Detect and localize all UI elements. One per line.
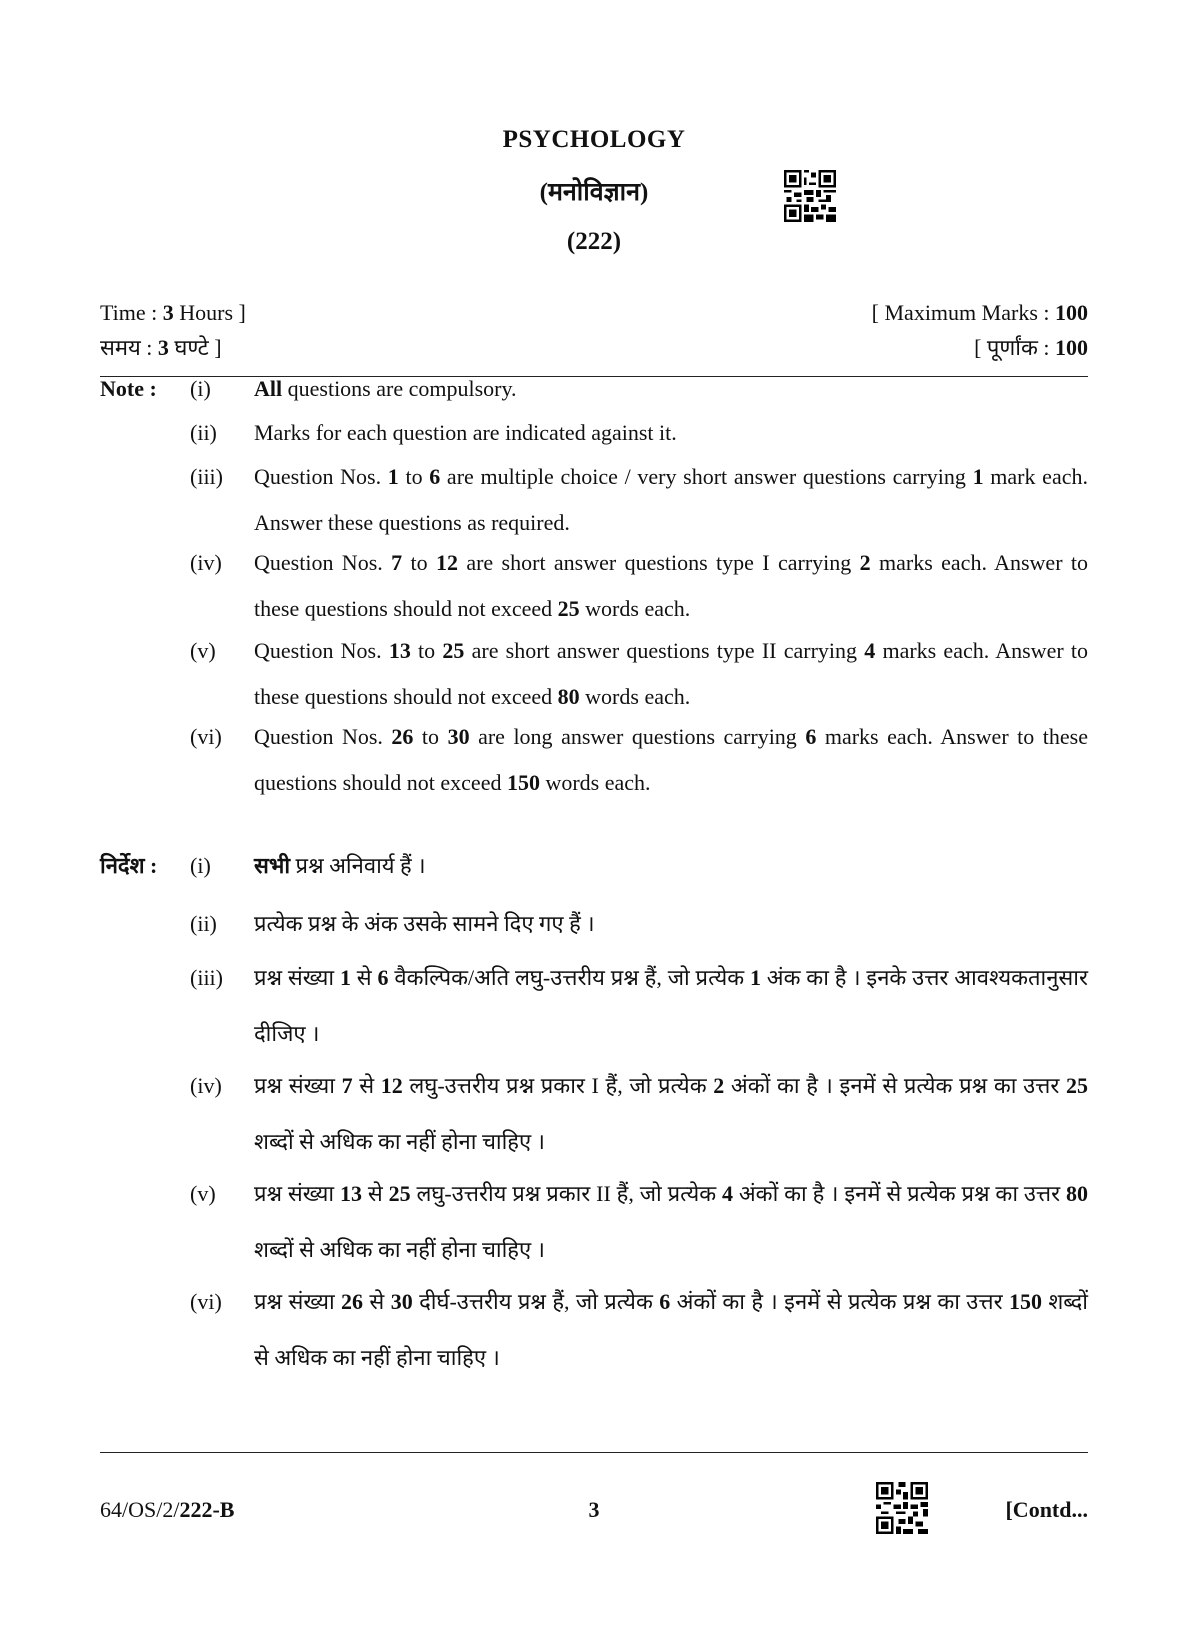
note-number: (i) bbox=[190, 376, 211, 401]
footer-divider bbox=[100, 1452, 1088, 1453]
note-item bbox=[100, 714, 1088, 806]
note-number: (iv) bbox=[190, 1073, 222, 1098]
note-number: (v) bbox=[190, 1181, 216, 1206]
footer-qr-code-icon bbox=[876, 1482, 928, 1534]
note-text: Question Nos. 1 to 6 are multiple choice / very short answer questions carrying 1 mark each. Answer these questions as required. bbox=[254, 464, 1088, 535]
time-label-hindi: समय : 3 घण्टे ] bbox=[100, 335, 222, 360]
note-text: All questions are compulsory. bbox=[254, 376, 517, 401]
note-number: (iv) bbox=[190, 550, 222, 575]
note-item bbox=[100, 366, 1088, 412]
note-item bbox=[100, 1166, 1088, 1278]
subject-code: (222) bbox=[566, 228, 622, 255]
time-label: Time : 3 Hours ] bbox=[100, 300, 246, 325]
max-marks-label-hindi: [ पूर्णांक : 100 bbox=[974, 335, 1088, 360]
note-text: सभी प्रश्न अनिवार्य हैं । bbox=[254, 853, 426, 878]
note-label: Note : bbox=[100, 376, 157, 401]
note-item bbox=[100, 1274, 1088, 1386]
note-item bbox=[100, 410, 1088, 456]
note-number: (ii) bbox=[190, 911, 217, 936]
note-text: Marks for each question are indicated against it. bbox=[254, 420, 677, 445]
note-text: प्रश्न संख्या 26 से 30 दीर्घ-उत्तरीय प्रश्न हैं, जो प्रत्येक 6 अंकों का है । इनमें से प्रत्येक प्रश्न का उत्तर 150 शब्दों से अधिक का नहीं होना चाहिए । bbox=[254, 1289, 1088, 1370]
subject-title: PSYCHOLOGY bbox=[502, 126, 686, 153]
note-item bbox=[100, 540, 1088, 632]
note-item bbox=[100, 896, 1088, 952]
note-number: (iii) bbox=[190, 965, 223, 990]
continued-label: [Contd... bbox=[1005, 1497, 1088, 1522]
note-item bbox=[100, 1058, 1088, 1170]
note-item bbox=[100, 950, 1088, 1062]
note-number: (vi) bbox=[190, 1289, 222, 1314]
note-text: Question Nos. 7 to 12 are short answer questions type I carrying 2 marks each. Answer to these questions should not exceed 25 words each. bbox=[254, 550, 1088, 621]
note-number: (vi) bbox=[190, 724, 222, 749]
max-marks-label: [ Maximum Marks : 100 bbox=[871, 300, 1088, 325]
note-number: (i) bbox=[190, 853, 211, 878]
note-item bbox=[100, 454, 1088, 546]
note-number: (iii) bbox=[190, 464, 223, 489]
note-text: प्रश्न संख्या 7 से 12 लघु-उत्तरीय प्रश्न प्रकार I हैं, जो प्रत्येक 2 अंकों का है । इनमें से प्रत्येक प्रश्न का उत्तर 25 शब्दों से अधिक का नहीं होना चाहिए । bbox=[254, 1073, 1088, 1154]
note-text: Question Nos. 13 to 25 are short answer questions type II carrying 4 marks each. Answer to these questions should not exceed 80 words each. bbox=[254, 638, 1088, 709]
note-item bbox=[100, 628, 1088, 720]
note-number: (v) bbox=[190, 638, 216, 663]
note-number: (ii) bbox=[190, 420, 217, 445]
note-text: प्रश्न संख्या 1 से 6 वैकल्पिक/अति लघु-उत्तरीय प्रश्न हैं, जो प्रत्येक 1 अंक का है । इनके उत्तर आवश्यकतानुसार दीजिए । bbox=[254, 965, 1088, 1046]
note-text: प्रश्न संख्या 13 से 25 लघु-उत्तरीय प्रश्न प्रकार II हैं, जो प्रत्येक 4 अंकों का है । इनमें से प्रत्येक प्रश्न का उत्तर 80 शब्दों से अधिक का नहीं होना चाहिए । bbox=[254, 1181, 1088, 1262]
paper-code: 64/OS/2/222-B bbox=[100, 1497, 235, 1522]
page-number: 3 bbox=[588, 1497, 600, 1522]
note-item bbox=[100, 838, 1088, 894]
note-text: Question Nos. 26 to 30 are long answer questions carrying 6 marks each. Answer to these questions should not exceed 150 words each. bbox=[254, 724, 1088, 795]
qr-code-icon bbox=[784, 170, 836, 222]
subject-title-hindi: (मनोविज्ञान) bbox=[539, 179, 649, 206]
note-text: प्रत्येक प्रश्न के अंक उसके सामने दिए गए हैं । bbox=[254, 911, 595, 936]
note-label: निर्देश : bbox=[100, 853, 158, 878]
